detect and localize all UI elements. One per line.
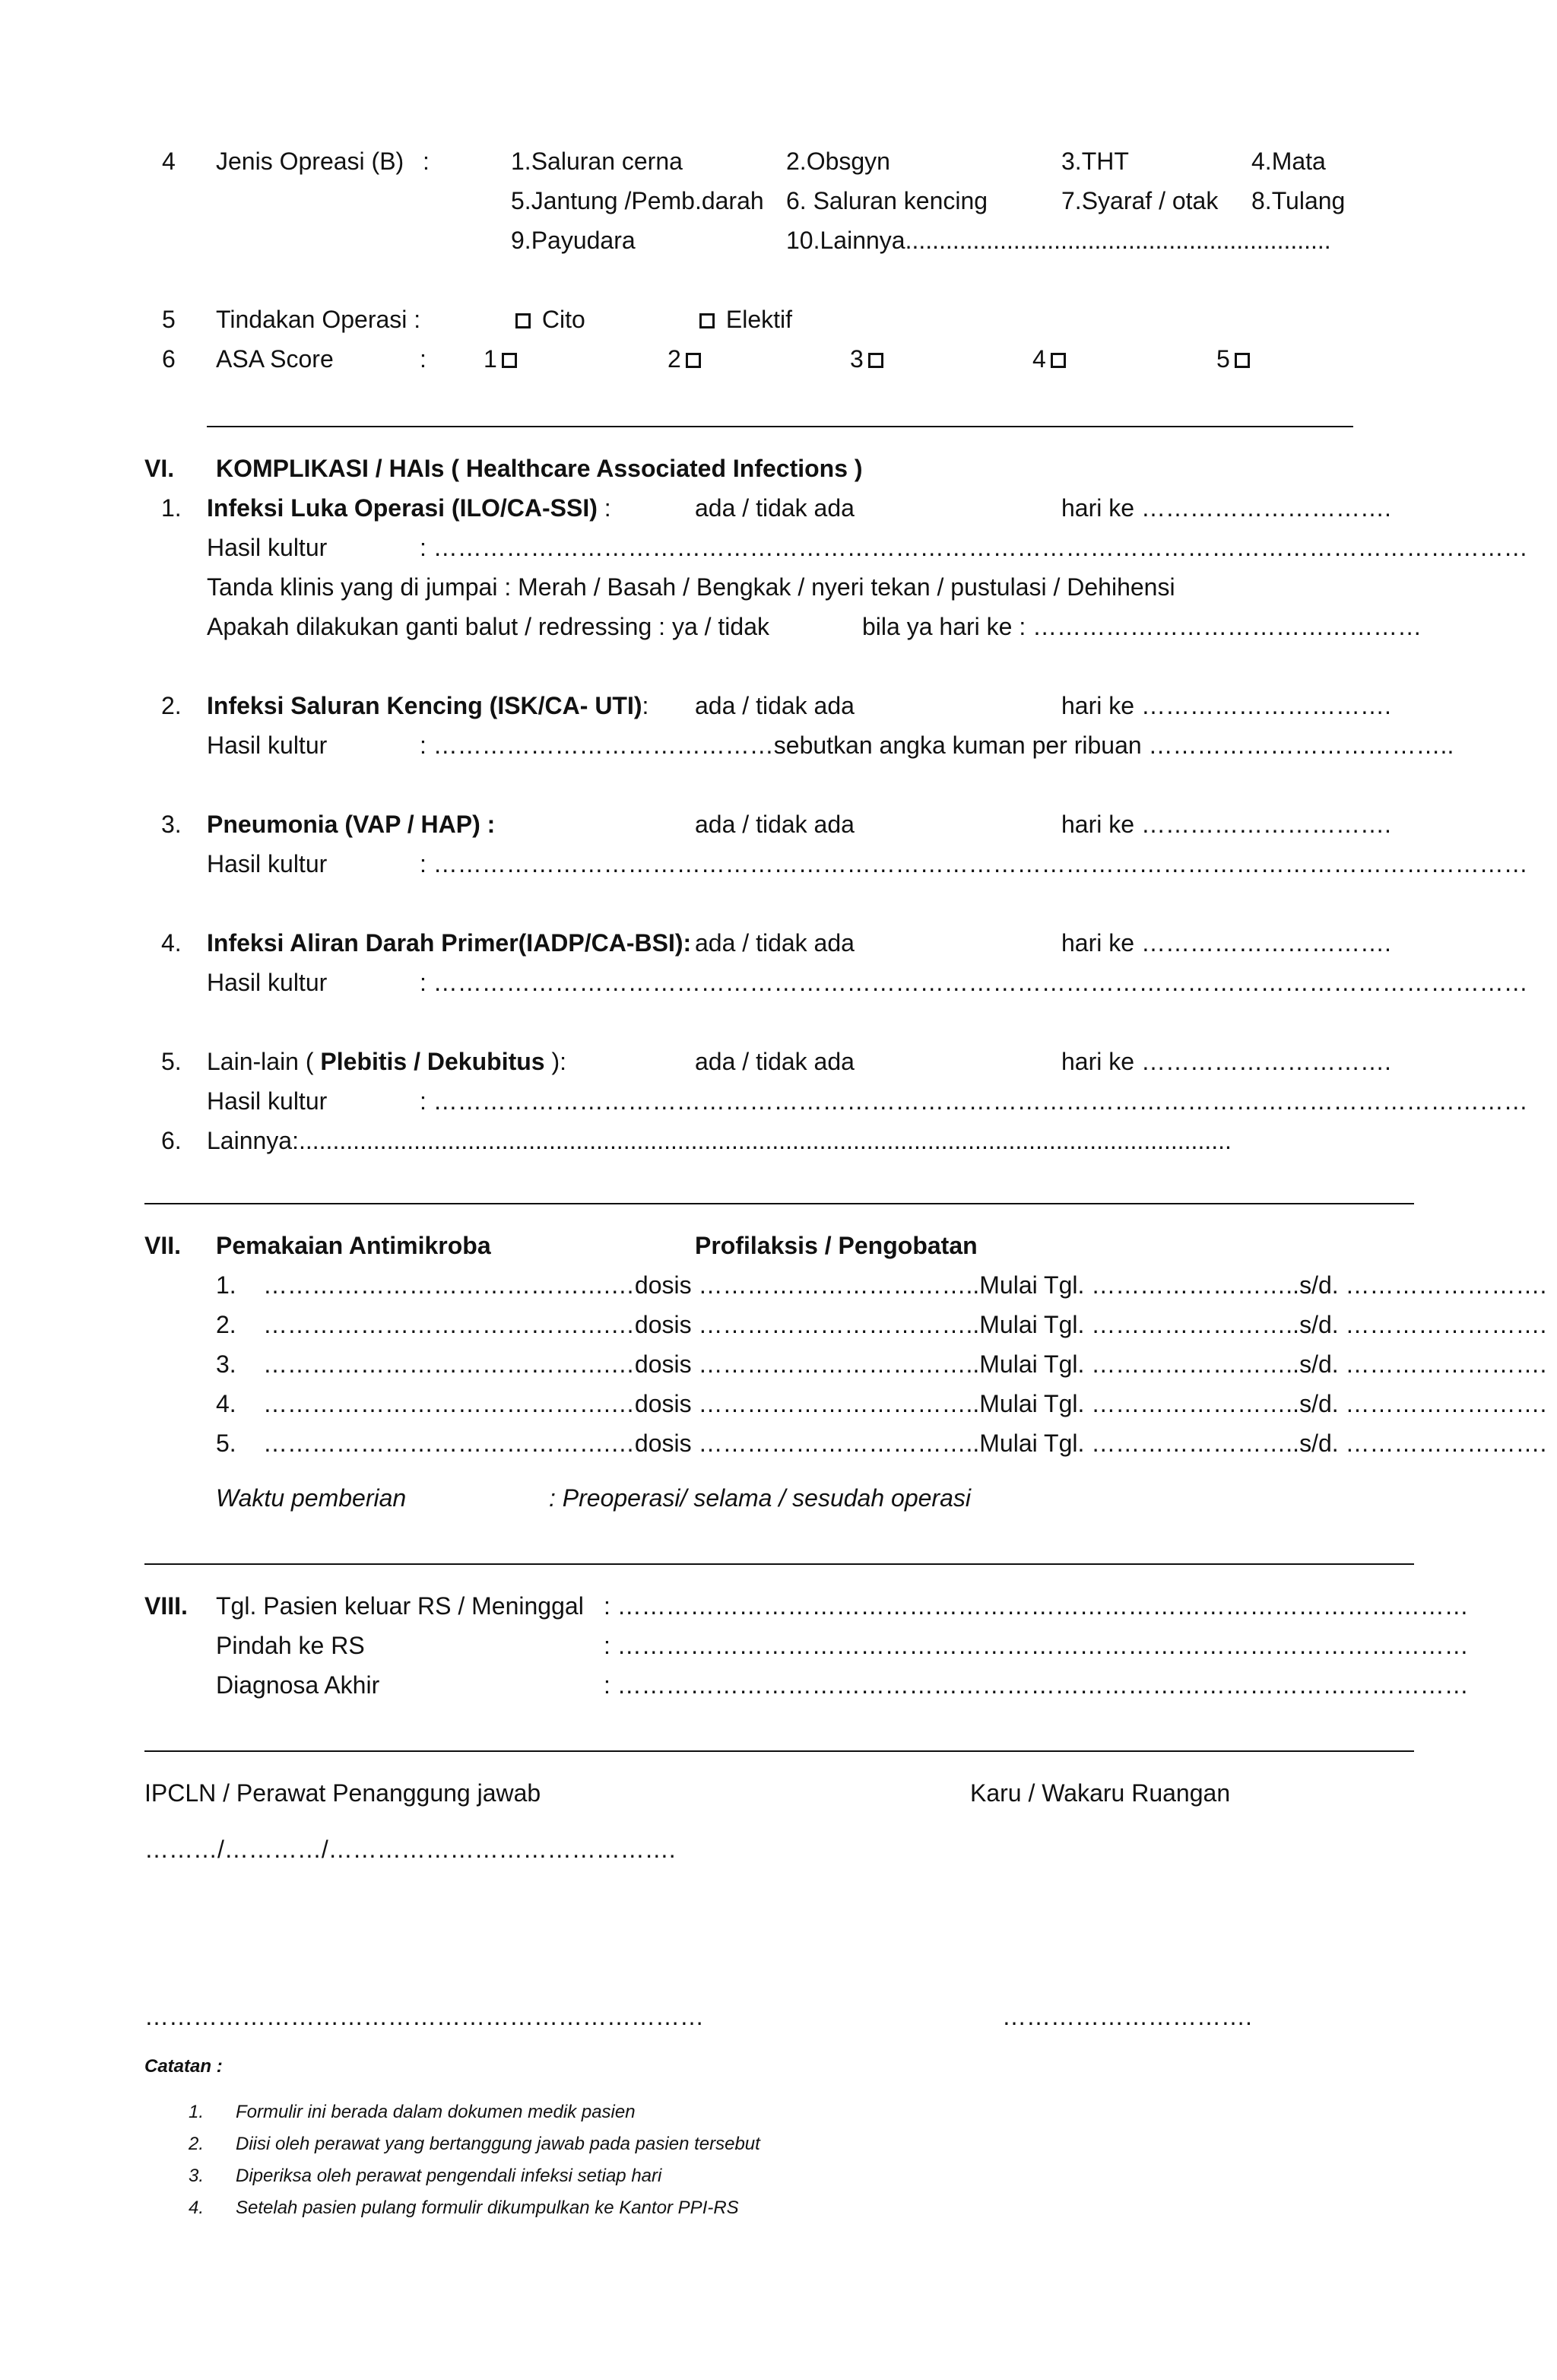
vi-item4-kultur-label: Hasil kultur [207,969,328,996]
divider-section-vii [144,1563,1414,1565]
elektif-checkbox[interactable] [699,313,715,328]
catatan-item-1-number: 1. [189,2102,205,2122]
signature-left-title: IPCLN / Perawat Penanggung jawab [144,1779,541,1807]
vi-item1-hari[interactable]: hari ke …………………………. [1061,494,1391,522]
vi-bila-ya-field[interactable]: bila ya hari ke : ………………………………………… [862,613,1422,640]
vi-item3-label: Pneumonia (VAP / HAP) : [207,811,496,838]
asa-score-1[interactable] [484,347,522,371]
vi-item3-ada: ada / tidak ada [695,811,855,838]
viii-pindah-label: Pindah ke RS [216,1632,365,1659]
section4-colon: : [423,148,430,175]
vi-item2-label: Infeksi Saluran Kencing (ISK/CA- UTI): [207,692,649,719]
signature-right-title: Karu / Wakaru Ruangan [970,1779,1231,1807]
vi-item3-kultur-field[interactable]: : ……………………………………………………………………………………………………………………… [420,850,1528,877]
elektif-option[interactable] [695,307,792,332]
asa-score-2[interactable] [668,347,706,371]
section4-label: Jenis Opreasi (B) [216,148,404,175]
viii-pindah-field[interactable]: : …………………………………………………………………………………………… [604,1632,1469,1659]
vi-item1-label: Infeksi Luka Operasi (ILO/CA-SSI) : [207,494,611,522]
section-vii-number: VII. [144,1232,182,1259]
section-vi-title: KOMPLIKASI / HAIs ( Healthcare Associated Infections ) [216,455,863,482]
catatan-item-2-text: Diisi oleh perawat yang bertanggung jawab pada pasien tersebut [236,2134,760,2154]
vi-item5-number: 5. [161,1048,182,1075]
vi-item3-kultur-label: Hasil kultur [207,850,328,877]
antimikroba-row-2-number: 2. [216,1311,236,1338]
vi-item1-kultur-label: Hasil kultur [207,534,328,561]
asa-score-4-checkbox[interactable] [1051,353,1066,368]
section5-label: Tindakan Operasi : [216,306,421,333]
option-saluran-cerna: 1.Saluran cerna [511,148,683,175]
asa-score-5-label: 5 [1216,345,1230,373]
cito-checkbox[interactable] [515,313,531,328]
asa-score-5[interactable] [1216,347,1254,371]
section6-colon: : [420,345,427,373]
section-vi-number: VI. [144,455,175,482]
section-viii-number: VIII. [144,1592,188,1620]
divider-section6 [207,426,1353,427]
antimikroba-row-1-field[interactable]: …………………………………….…dosis ……………………………..Mulai Tgl. ……………………..s/d. ……………………. [263,1271,1547,1299]
vi-item5-kultur-field[interactable]: : ……………………………………………………………………………………………………………………… [420,1087,1528,1115]
option-lainnya: 10.Lainnya............................................................... [786,227,1331,254]
signature-left-line[interactable]: …………………………………………………………… [144,2003,704,2030]
divider-section-vi [144,1203,1414,1204]
vi-item4-hari[interactable]: hari ke …………………………. [1061,929,1391,957]
vi-item4-ada: ada / tidak ada [695,929,855,957]
antimikroba-row-4-field[interactable]: …………………………………….…dosis ……………………………..Mulai Tgl. ……………………..s/d. ……………………. [263,1390,1547,1417]
vi-tanda-klinis: Tanda klinis yang di jumpai : Merah / Basah / Bengkak / nyeri tekan / pustulasi / Dehihensi [207,573,1175,601]
viii-diagnosa-field[interactable]: : …………………………………………………………………………………………… [604,1671,1469,1699]
asa-score-4-label: 4 [1032,345,1046,373]
cito-label: Cito [541,306,585,333]
antimikroba-row-5-number: 5. [216,1430,236,1457]
vi-item1-ada: ada / tidak ada [695,494,855,522]
vi-item2-number: 2. [161,692,182,719]
vi-item2-hari[interactable]: hari ke …………………………. [1061,692,1391,719]
viii-keluar-label: Tgl. Pasien keluar RS / Meninggal [216,1592,584,1620]
catatan-item-1-text: Formulir ini berada dalam dokumen medik pasien [236,2102,636,2122]
asa-score-1-checkbox[interactable] [502,353,517,368]
section-vii-title: Pemakaian Antimikroba [216,1232,491,1259]
vi-item5-kultur-label: Hasil kultur [207,1087,328,1115]
vi-item5-ada: ada / tidak ada [695,1048,855,1075]
divider-section-viii [144,1750,1414,1752]
vi-item2-kultur-label: Hasil kultur [207,731,328,759]
asa-score-2-label: 2 [668,345,681,373]
viii-keluar-field[interactable]: : …………………………………………………………………………………………… [604,1592,1469,1620]
signature-right-line[interactable]: …………………………. [1002,2003,1252,2030]
vi-item1-kultur-field[interactable]: : ……………………………………………………………………………………………………………………… [420,534,1528,561]
catatan-item-3-number: 3. [189,2166,205,2186]
antimikroba-row-2-field[interactable]: …………………………………….…dosis ……………………………..Mulai Tgl. ……………………..s/d. ……………………. [263,1311,1547,1338]
catatan-item-4-number: 4. [189,2198,205,2218]
antimikroba-row-4-number: 4. [216,1390,236,1417]
antimikroba-row-1-number: 1. [216,1271,236,1299]
option-syaraf: 7.Syaraf / otak [1061,187,1219,214]
antimikroba-row-3-field[interactable]: …………………………………….…dosis ……………………………..Mulai Tgl. ……………………..s/d. ……………………. [263,1350,1547,1378]
catatan-item-4-text: Setelah pasien pulang formulir dikumpulkan ke Kantor PPI-RS [236,2198,739,2218]
vi-item5-label: Lain-lain ( Plebitis / Dekubitus ): [207,1048,567,1075]
waktu-pemberian-options[interactable]: : Preoperasi/ selama / sesudah operasi [549,1484,971,1512]
asa-score-1-label: 1 [484,345,497,373]
option-jantung: 5.Jantung /Pemb.darah [511,187,764,214]
vi-item6-field[interactable]: Lainnya:.......................................................................................................................................... [207,1127,1232,1154]
option-tulang: 8.Tulang [1251,187,1346,214]
signature-date-field[interactable]: ………/…………/……………………………………. [144,1836,676,1863]
vi-item2-ada: ada / tidak ada [695,692,855,719]
vi-item2-kultur-field[interactable]: : ……………………………………sebutkan angka kuman per ribuan ……………………………….. [420,731,1454,759]
vi-item4-label: Infeksi Aliran Darah Primer(IADP/CA-BSI): [207,929,692,957]
asa-score-3[interactable] [850,347,888,371]
catatan-title: Catatan : [144,2056,223,2077]
option-tht: 3.THT [1061,148,1129,175]
antimikroba-row-3-number: 3. [216,1350,236,1378]
option-mata: 4.Mata [1251,148,1326,175]
waktu-pemberian-label: Waktu pemberian [216,1484,407,1512]
antimikroba-row-5-field[interactable]: …………………………………….…dosis ……………………………..Mulai Tgl. ……………………..s/d. ……………………. [263,1430,1547,1457]
section6-label: ASA Score [216,345,334,373]
vi-item1-number: 1. [161,494,182,522]
asa-score-5-checkbox[interactable] [1235,353,1250,368]
vi-item6-number: 6. [161,1127,182,1154]
asa-score-3-checkbox[interactable] [868,353,883,368]
asa-score-3-label: 3 [850,345,864,373]
vi-ganti-balut: Apakah dilakukan ganti balut / redressing : ya / tidak [207,613,769,640]
section5-number: 5 [162,306,176,333]
asa-score-4[interactable] [1032,347,1070,371]
option-obsgyn: 2.Obsgyn [786,148,890,175]
cito-option[interactable] [511,307,585,332]
elektif-label: Elektif [725,306,793,333]
option-payudara: 9.Payudara [511,227,636,254]
asa-score-2-checkbox[interactable] [686,353,701,368]
catatan-item-2-number: 2. [189,2134,205,2154]
option-saluran-kencing: 6. Saluran kencing [786,187,988,214]
vi-item3-hari[interactable]: hari ke …………………………. [1061,811,1391,838]
vi-item3-number: 3. [161,811,182,838]
vi-item4-number: 4. [161,929,182,957]
section-vii-subtitle: Profilaksis / Pengobatan [695,1232,978,1259]
catatan-item-3-text: Diperiksa oleh perawat pengendali infeksi setiap hari [236,2166,662,2186]
section6-number: 6 [162,345,176,373]
vi-item5-hari[interactable]: hari ke …………………………. [1061,1048,1391,1075]
section4-number: 4 [162,148,176,175]
viii-diagnosa-label: Diagnosa Akhir [216,1671,380,1699]
vi-item4-kultur-field[interactable]: : ……………………………………………………………………………………………………………………… [420,969,1528,996]
